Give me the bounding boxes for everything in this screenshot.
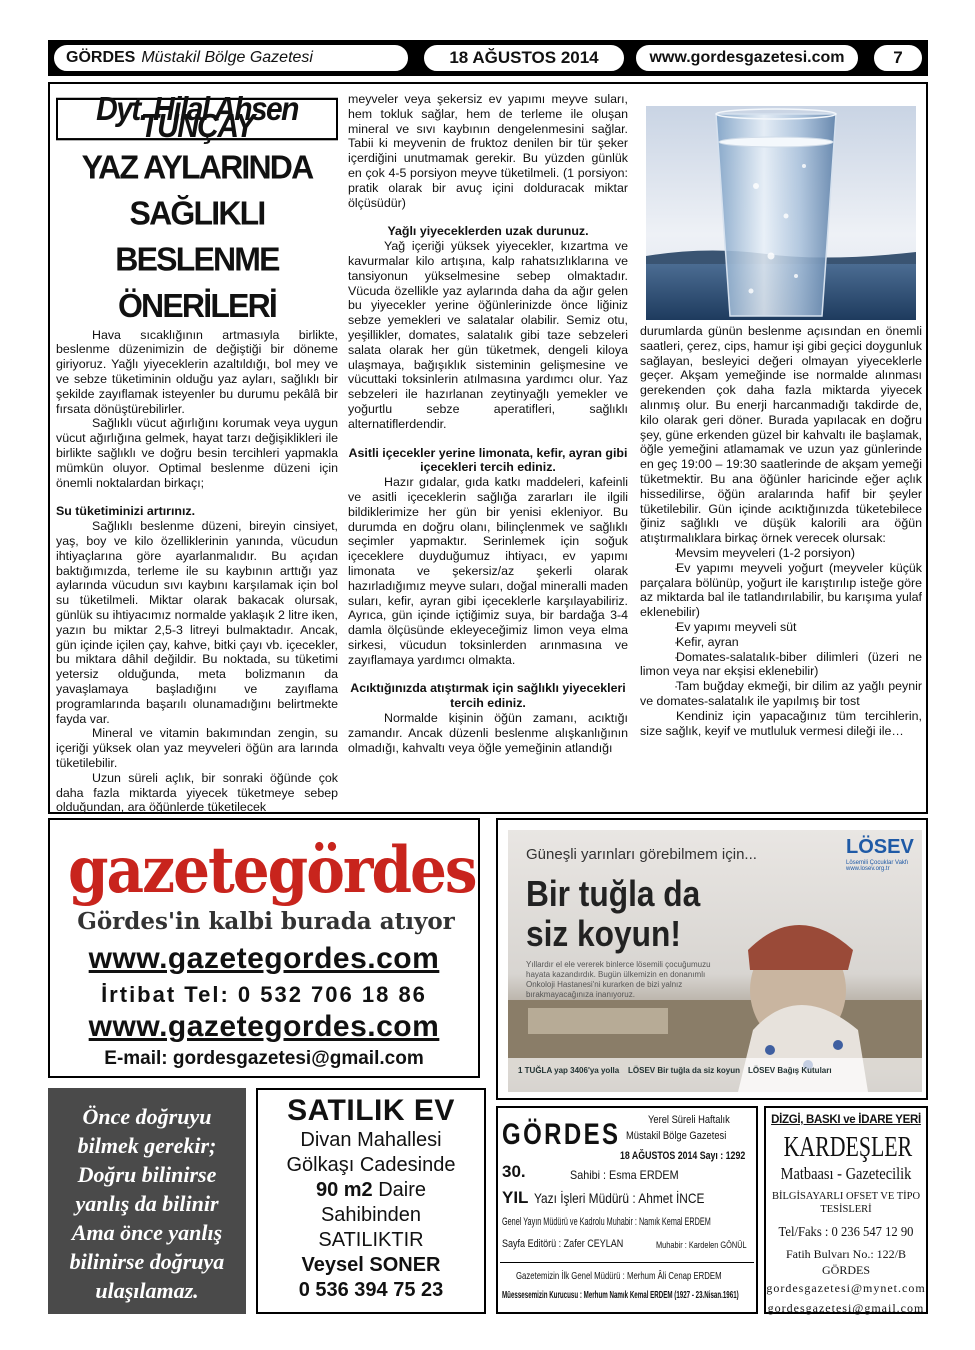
losev-ad-image [508, 830, 922, 1092]
sale-line [258, 1178, 484, 1203]
losev-tagline: Güneşli yarınları görebilmem için... [526, 846, 757, 863]
paragraph: Mineral ve vitamin bakımından zengin, su içeriği yüksek olan yaz meyveleri öğün ara larında tüketilebilir. [56, 726, 338, 770]
article-column-1 [56, 92, 338, 815]
imprint-founder: Müessesemizin Kurucusu : Merhum Namık Kemal ERDEM (1927 - 23.Nisan.1961) [502, 1290, 739, 1301]
quote-line: yanlış da bilinir [75, 1191, 219, 1216]
paragraph: Normalde kişinin öğün zamanı, acıktığı zamandır. Ancak düzenli beslenme alışkanlığının olmadığı, kahvaltı veya öğle yemeğinin atlandığı [348, 711, 628, 755]
headline-line: YAZ AYLARINDA [81, 147, 313, 186]
ad-email[interactable]: E-mail: gordesgazetesi@gmail.com [104, 1048, 424, 1069]
list-item: · Kefir, ayran [640, 635, 922, 650]
paper-name: GÖRDES [66, 49, 136, 66]
house-for-sale-ad [256, 1088, 486, 1314]
quote-line: bilinirse doğruya [69, 1249, 225, 1274]
sale-line: Gölkaşı Cadesinde [286, 1154, 456, 1176]
losev-logo-sub: Lösemili Çocuklar Vakfı www.losev.org.tr [846, 860, 909, 872]
list-item: · Ev yapımı meyveli süt [640, 620, 922, 635]
article [48, 82, 928, 814]
imprint-page-editor: Sayfa Editörü : Zafer CEYLAN [502, 1238, 624, 1250]
gazetegordes-ad [48, 818, 480, 1078]
headline-line: ÖNERİLERİ [117, 285, 277, 324]
water-glass-image [646, 106, 916, 320]
imprint-issue: 18 AĞUSTOS 2014 Sayı : 1292 [620, 1150, 746, 1162]
quote-box [48, 1088, 246, 1314]
headline [56, 143, 338, 328]
paper-subtitle: Müstakil Bölge Gazetesi [141, 49, 313, 66]
imprint-general-manager: Genel Yayın Müdürü ve Kadrolu Muhabir : Namık Kemal ERDEM [502, 1216, 711, 1228]
paragraph: Hava sıcaklığının artmasıyla birlikte, beslenme düzenimizin de değiştiği bir döneme giriyoruz. Yağlı yiyeceklerin azaltıldığı, bol mey ve ve sebze tüketiminin olduğu yaz ayları, sağlıklı bir şekilde zayıflamak isteyenler bu durumu pekâlâ bir fırsata dönüştürebilirler. [56, 327, 338, 416]
imprint-editor: Yazı İşleri Müdürü : Ahmet İNCE [534, 1190, 705, 1206]
quote-line: Önce doğruyu [82, 1104, 212, 1129]
losev-ad [496, 818, 928, 1100]
ad-phone: İrtibat Tel: 0 532 706 18 86 [101, 982, 427, 1007]
losev-campaign-option: LÖSEV Bir tuğla da siz koyun [628, 1066, 741, 1075]
sale-line: Sahibinden [320, 1204, 422, 1226]
imprint-divider [500, 1262, 754, 1263]
printer-address: Fatih Bulvarı No.: 122/B GÖRDES [786, 1247, 906, 1277]
quote-line: Ama önce yanlış [71, 1220, 223, 1245]
list-item: · Mevsim meyveleri (1-2 porsiyon) [640, 546, 922, 561]
subheading: Su tüketiminizi artırınız. [56, 504, 196, 519]
sale-contact-phone: 0 536 394 75 23 [298, 1279, 444, 1301]
sale-type: Daire [372, 1179, 427, 1201]
ad-slogan: Gördes'in kalbi burada atıyor [77, 908, 455, 935]
printer-name: KARDEŞLER [783, 1132, 913, 1163]
losev-box-option: LÖSEV Bağış Kutuları [748, 1066, 832, 1075]
printer-box [764, 1106, 928, 1314]
article-column-3 [640, 324, 922, 738]
losev-description: Yıllardır el ele vererek binlerce lösemili çocuğumuzu hayata kazandırdık. Bugün ülkemizin en donanımlı Onkoloji Hastanesi'ni kurarken de bizi yalnız bırakmayacağınıza inanıyoruz. [526, 960, 711, 999]
paragraph: Uzun süreli açlık, bir sonraki öğünde çok daha fazla miktarda yiyecek tüketmeye sebep olduğundan, ara öğünlerde tüketilecek [56, 770, 338, 815]
imprint-owner: Sahibi : Esma ERDEM [570, 1168, 679, 1182]
sale-contact-name: Veysel SONER [301, 1254, 441, 1276]
quote-line: ulaşılamaz. [95, 1278, 199, 1303]
printer-email[interactable]: gordesgazetesi@mynet.com [766, 1281, 926, 1295]
imprint-box [496, 1106, 758, 1314]
imprint-year-number: 30. [502, 1162, 526, 1181]
list-item: · Tam buğday ekmeği, bir dilim az yağlı peynir ve domates-salatalık ile yapılmış bir tost [640, 679, 922, 709]
page-number: 7 [872, 43, 924, 73]
headline-line: SAĞLIKLI BESLENME [115, 193, 279, 278]
printer-title: DİZGİ, BASKI ve İDARE YERİ [771, 1114, 921, 1126]
paragraph: Hazır gıdalar, gıda katkı maddeleri, kafeinli ve asitli içeceklerin sağlığa zararları ile ilgili bildiklerimize her gün bir yenisi ekleniyor. Bu durumda en doğru olanı, bilinçlenmek ve sağlıklı seçimler yapmaktır. Serinlemek için soğuk içeceklere duyduğumuz ihtiyacı, ev yapımı limonata ve şekersiz/az şekerli olarak hazırladığımız meyve suları, doğal mineralli maden suları, kefir, ayran gibi içeceklerle karşılayabiliriz. Ayrıca, gün içinde içtiğimiz suya, bir bardağa 3-4 damla ölçüsünde ekleyeceğimiz limon veya elma sirkesi, vücudun toksinlerden arınmasına ve zayıflamaya yardımcı olmakta. [348, 475, 628, 667]
ad-website-link[interactable]: www.gazetegordes.com [88, 942, 440, 975]
imprint-reporter: Muhabir : Kardelen GÖNÜL [656, 1240, 747, 1250]
printer-phone: Tel/Faks : 0 236 547 12 90 [778, 1225, 914, 1240]
sale-area: 90 m2 [315, 1179, 373, 1201]
quote-line: Doğru bilinirse [77, 1162, 217, 1187]
subheading: Yağlı yiyeceklerden uzak durunuz. [387, 224, 589, 239]
paragraph: Sağlıklı beslenme düzeni, bireyin cinsiyet, yaş, boy ve kilo özelliklerinin yanında, vücudun ihtiyaçlarına göre ayarlanmalıdır. Bu açıdan baktığımızda, terleme ile su kaybının arttığı yaz aylarında vücudun sıvı kaybını karşılamak için bol su tüketilmeli. Miktar olarak bakacak olursak, günlük su ihtiyacımız normalde yaklaşık 2 litre iken, yazın bu miktar 2,5-3 litreyi bulmaktadır. Ancak, gün içinde içilen çay, kahve, bitki çayı vb. içecekler, bu miktara dâhil değildir. Bu noktada, su tüketimi yetersiz olduğunda, meta bolizmanın da yavaşlamaya başladığını ve zayıflama programlarında başarılı olunamadığını belirtmekte fayda var. [56, 519, 338, 726]
water-glass-photo [646, 106, 916, 320]
sale-line: SATILIKTIR [318, 1229, 424, 1251]
header-website[interactable]: www.gordesgazetesi.com [634, 43, 860, 73]
imprint-first-manager: Gazetemizin İlk Genel Müdürü : Merhum Âli Cenap ERDEM [516, 1270, 722, 1282]
losev-donation-strip [508, 1058, 922, 1092]
gazetegordes-logo: gazetegördes [68, 832, 476, 908]
imprint-type: Yerel Süreli Haftalık [648, 1114, 730, 1126]
printer-email[interactable]: gordesgazetesi@gmail.com [767, 1301, 925, 1315]
subheading: Acıktığınızda atıştırmak için sağlıklı yiyecekleri tercih ediniz. [350, 681, 626, 711]
losev-headline-line: siz koyun! [526, 913, 681, 954]
losev-headline [526, 874, 700, 954]
quote-line: bilmek gerekir; [77, 1133, 217, 1158]
paragraph: Kendiniz için yapacağınız tüm tercihlerin, size sağlık, keyif ve mutluluk vermesi dileği ile… [640, 708, 922, 738]
printer-subtitle: Matbaası - Gazetecilik [780, 1164, 912, 1183]
imprint-type: Müstakil Bölge Gazetesi [626, 1130, 727, 1142]
header-paper-name [52, 43, 410, 73]
header-date: 18 AĞUSTOS 2014 [422, 43, 626, 73]
losev-headline-line: Bir tuğla da [526, 873, 701, 914]
sale-title: SATILIK EV [287, 1094, 455, 1127]
paragraph: meyveler veya şekersiz ev yapımı meyve suları, hem tokluk sağlar, hem de terleme ile oluşan mineral ve sıvı kaybının dengelenmesini sağlar. Tabii ki meyvenin de fruktoz denilen bir tür şeker içerdiğini unutmamak gerekir. Bu yüzden günlük en çok 4-5 porsiyon meyve tüketilmeli. (1 porsiyon: pratik olarak bir avuç içini dolduracak miktar ölçüsüdür) [348, 92, 628, 210]
paragraph: Sağlıklı vücut ağırlığını korumak veya uygun vücut ağırlığına gelmek, hayat tarzı değişiklikleri ile birlikte sağlıklı ve doğru besin tercihleri yapmakla mümkün oluyor. Optimal beslenme düzeni için önemli noktalardan birkaçı; [56, 416, 338, 490]
losev-sms-option: 1 TUĞLA yap 3406'ya yolla [518, 1066, 620, 1075]
paragraph: Yağ içeriği yüksek yiyecekler, kızartma ve kavurmalar kilo artışına, kalp rahatsızlıklarına ve tansiyonun yükselmesine sebep olmaktadır. Vücuda özellikle yaz aylarında daha da ağır gelen bu yiyecekler yerine öğünlerinizde önce liğiniz sebze yemekleri ve salatalar olabilir. Semiz otu, yeşillikler, domates, salatalık gibi taze sebzeleri salata olarak her gün tüketmek, dengeli kiloya ulaşmaya, bağışıklık sisteminin gelişmesine ve vücuttaki toksinlerin atılmasına yardımcı olur. Yaz sebzeleri ile hazırlanan zeytinyağlı yemekler ve yoğurtlu sebze aperatifleri, sağlıklı alternatiflerdendir. [348, 239, 628, 431]
sale-line: Divan Mahallesi [300, 1129, 442, 1151]
paragraph: durumlarda günün beslenme açısından en önemli saatleri, çerez, cips, hamur işi gibi geçici doygunluk sağlayan, besleyici değeri olmayan yiyeceklerle geçer. Akşam yemeğinde ise normalde alınması gerekenden çok daha fazla miktarda yiyecek alınmış olur. Bu enerji harcanmadığı takdirde de, kilo olarak geri döner. Burada yapılacak en doğru şey, güne erkenden güzel bir kahvaltı ile başlamak, öğle yemeğini atlamamak ve uzun yaz günlerinde en geç 19:00 – 19:30 saatlerinde de akşam yemeği tüketmektir. Bu ana öğünler haricinde eğer açlık hissedilirse, öğün aralarında hafif bir şeyler tüketilebilir. Gün içinde acıktığınızda tüketebilece ğiniz sağlıklı ve düşük kalorili ara öğün atıştırmalıklara birkaç örnek verecek olursak: [640, 324, 922, 546]
ad-website-link-2[interactable]: www.gazetegordes.com [88, 1010, 440, 1043]
losev-logo: LÖSEV [846, 836, 914, 858]
author-name: Dyt. Hilal Ahsen TUNÇAY [56, 98, 338, 140]
imprint-paper-name: GÖRDES [502, 1118, 621, 1151]
list-item: · Ev yapımı meyveli yoğurt (meyveler küçük parçalara bölünüp, yoğurt ile karıştırılıp isteğe göre az miktarda bal ile tatlandırılabilir, bu karışıma yulaf eklenebilir) [640, 561, 922, 620]
subheading: Asitli içecekler yerine limonata, kefir, ayran gibi içecekleri tercih ediniz. [348, 445, 628, 475]
imprint-year-label: YIL [502, 1188, 529, 1207]
printer-description: BİLGİSAYARLI OFSET VE TİPO TESİSLERİ [771, 1191, 921, 1215]
article-column-2 [348, 92, 628, 755]
list-item: · Domates-salatalık-biber dilimleri (üzeri ne limon veya nar ekşisi eklenebilir) [640, 650, 922, 680]
